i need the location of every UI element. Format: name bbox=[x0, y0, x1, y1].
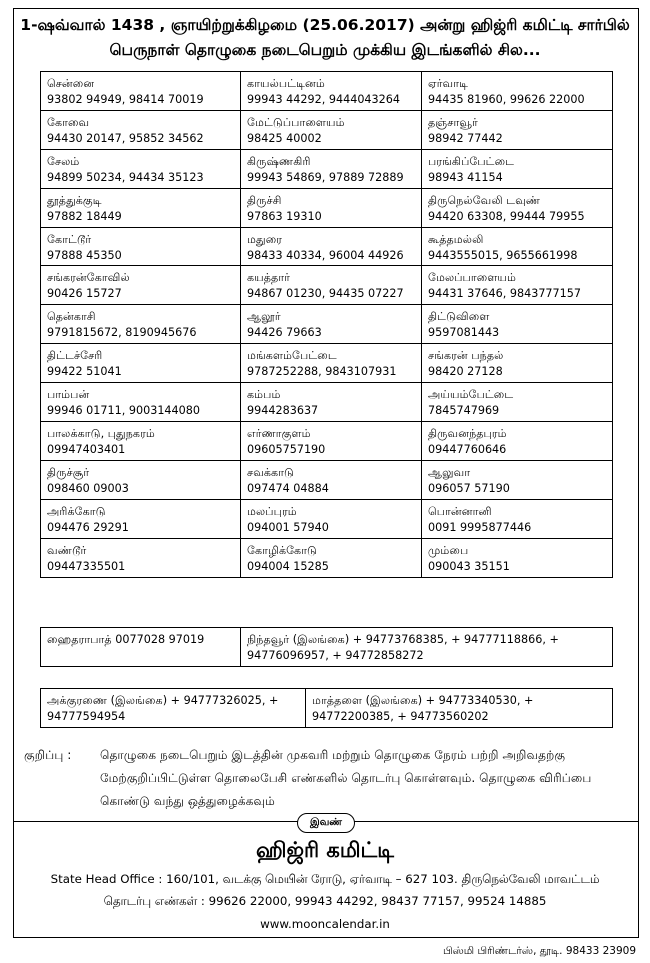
location-name: அய்யம்பேட்டை bbox=[428, 388, 514, 402]
location-cell bbox=[41, 266, 241, 305]
note-text-3: கொண்டு வந்து ஒத்துழைக்கவும் bbox=[100, 794, 275, 808]
location-cell bbox=[422, 422, 613, 461]
location-name: மலப்புரம் bbox=[247, 504, 297, 518]
location-name: சென்னை bbox=[47, 77, 95, 90]
location-cell bbox=[41, 149, 241, 188]
ivan-seal: இவண் bbox=[297, 813, 355, 833]
location-name: தென்காசி bbox=[47, 310, 96, 324]
location-cell bbox=[306, 689, 613, 728]
location-phone: 94867 01230, 94435 07227 bbox=[247, 287, 404, 301]
table-row bbox=[41, 227, 613, 266]
location-cell bbox=[422, 460, 613, 499]
head-office-address: State Head Office : 160/101, வடக்கு மெயின் ரோடு, ஏர்வாடி – 627 103. திருநெல்வேலி மாவட்டம் bbox=[50, 872, 600, 886]
location-cell bbox=[41, 344, 241, 383]
organization-name: ஹிஜ்ரி கமிட்டி bbox=[256, 838, 394, 862]
location-phone: 94899 50234, 94434 35123 bbox=[47, 170, 204, 184]
location-cell bbox=[241, 72, 422, 111]
location-name: கோவை bbox=[47, 115, 90, 129]
location-name: கோழிக்கோடு bbox=[247, 543, 318, 557]
location-phone: 98433 40334, 96004 44926 bbox=[247, 248, 404, 262]
location-phone: 94435 81960, 99626 22000 bbox=[428, 93, 585, 106]
location-cell bbox=[241, 344, 422, 383]
location-cell bbox=[241, 383, 422, 422]
location-cell bbox=[41, 460, 241, 499]
location-name: பாலக்காடு, புதுநகரம் bbox=[47, 427, 155, 441]
location-phone: 098460 09003 bbox=[47, 481, 129, 495]
location-phone: 094476 29291 bbox=[47, 520, 129, 534]
location-name: மும்பை bbox=[428, 543, 469, 557]
location-name: தஞ்சாவூர் bbox=[428, 115, 478, 129]
location-name: சங்கரன் பந்தல் bbox=[428, 349, 504, 363]
location-phone: 94420 63308, 99444 79955 bbox=[428, 209, 585, 223]
location-cell bbox=[422, 344, 613, 383]
location-phone: 94431 37646, 9843777157 bbox=[428, 287, 582, 301]
location-name: திட்டுவிளை bbox=[428, 310, 490, 324]
locations-table-srilanka-row bbox=[40, 688, 613, 728]
location-name: மாத்தளை (இலங்கை) bbox=[312, 694, 423, 707]
table-row bbox=[41, 266, 613, 305]
location-name: அரிக்கோடு bbox=[47, 504, 106, 518]
note-line-1 bbox=[24, 744, 630, 767]
table-row bbox=[41, 460, 613, 499]
location-name: ஏர்வாடி bbox=[428, 77, 469, 90]
location-phone: 93802 94949, 98414 70019 bbox=[47, 93, 204, 106]
location-cell bbox=[422, 305, 613, 344]
location-phone: 97888 45350 bbox=[47, 248, 122, 262]
location-phone: 090043 35151 bbox=[428, 559, 510, 573]
location-phone: + 94777326025, + 94777594954 bbox=[47, 694, 279, 723]
table-row bbox=[41, 628, 613, 667]
location-cell bbox=[41, 499, 241, 538]
location-phone: 99943 44292, 9444043264 bbox=[247, 93, 401, 106]
note-text-1: தொழுகை நடைபெறும் இடத்தின் முகவரி மற்றும் தொழுகை நேரம் பற்றி அறிவதற்கு bbox=[100, 748, 566, 762]
location-phone: 94430 20147, 95852 34562 bbox=[47, 131, 204, 145]
header-line-2: பெருநாள் தொழுகை நடைபெறும் முக்கிய இடங்களில் சில... bbox=[109, 41, 541, 59]
location-name: வண்டூர் bbox=[47, 543, 87, 557]
location-cell bbox=[241, 188, 422, 227]
location-cell bbox=[41, 110, 241, 149]
location-name: அக்குரணை (இலங்கை) bbox=[47, 694, 168, 707]
location-name: சவக்காடு bbox=[247, 465, 295, 479]
location-name: திருச்சி bbox=[247, 193, 282, 207]
location-name: திருநெல்வேலி டவுண் bbox=[428, 193, 541, 207]
table-row bbox=[41, 422, 613, 461]
location-cell bbox=[241, 149, 422, 188]
note-label: குறிப்பு : bbox=[24, 748, 72, 762]
location-phone: 97863 19310 bbox=[247, 209, 322, 223]
location-cell bbox=[41, 538, 241, 577]
location-cell bbox=[422, 188, 613, 227]
location-phone: 7845747969 bbox=[428, 404, 500, 418]
location-phone: 9443555015, 9655661998 bbox=[428, 248, 578, 262]
location-cell bbox=[41, 628, 241, 667]
header-line-1: 1-ஷவ்வால் 1438 , ஞாயிற்றுக்கிழமை (25.06.2017) அன்று ஹிஜ்ரி கமிட்டி சார்பில் bbox=[20, 16, 630, 34]
location-cell bbox=[41, 305, 241, 344]
location-cell bbox=[241, 110, 422, 149]
location-cell bbox=[422, 72, 613, 111]
location-phone: 99946 01711, 9003144080 bbox=[47, 404, 201, 418]
location-cell bbox=[41, 422, 241, 461]
table-row bbox=[41, 499, 613, 538]
location-cell bbox=[41, 227, 241, 266]
table-row bbox=[41, 383, 613, 422]
contact-numbers: தொடர்பு எண்கள் : 99626 22000, 99943 44292, 98437 77157, 99524 14885 bbox=[103, 894, 547, 908]
location-name: ஆலுவா bbox=[428, 465, 471, 479]
location-name: மேலப்பாளையம் bbox=[428, 271, 517, 285]
location-phone: + 94773768385, + 94777118866, + 94776096957, + 94772858272 bbox=[247, 633, 559, 662]
location-cell bbox=[241, 422, 422, 461]
location-name: ஹைதராபாத் bbox=[47, 633, 112, 646]
location-name: பொன்னானி bbox=[428, 504, 492, 518]
location-name: காயல்பட்டினம் bbox=[247, 77, 325, 90]
location-phone: 9787252288, 9843107931 bbox=[247, 365, 397, 379]
location-phone: 97882 18449 bbox=[47, 209, 122, 223]
location-cell bbox=[241, 460, 422, 499]
location-cell bbox=[41, 72, 241, 111]
location-cell bbox=[241, 538, 422, 577]
location-name: கோட்டூர் bbox=[47, 232, 92, 246]
location-name: மேட்டுப்பாளையம் bbox=[247, 115, 345, 129]
location-name: கயத்தார் bbox=[247, 271, 291, 285]
location-phone: 09947403401 bbox=[47, 443, 126, 457]
location-name: மதுரை bbox=[247, 232, 283, 246]
table-row bbox=[41, 344, 613, 383]
location-name: எர்ணாகுளம் bbox=[247, 427, 311, 441]
table-row bbox=[41, 305, 613, 344]
location-cell bbox=[241, 499, 422, 538]
location-cell bbox=[422, 110, 613, 149]
location-phone: 98942 77442 bbox=[428, 131, 503, 145]
table-row bbox=[41, 538, 613, 577]
location-phone: 90426 15727 bbox=[47, 287, 122, 301]
location-phone: 9597081443 bbox=[428, 326, 500, 340]
location-phone: 99422 51041 bbox=[47, 365, 122, 379]
location-phone: 094001 57940 bbox=[247, 520, 329, 534]
location-phone: 0077028 97019 bbox=[115, 633, 205, 646]
location-name: கிருஷ்ணகிரி bbox=[247, 154, 311, 168]
location-name: சேலம் bbox=[47, 154, 80, 168]
location-phone: 09447335501 bbox=[47, 559, 126, 573]
location-cell bbox=[41, 383, 241, 422]
location-cell bbox=[241, 227, 422, 266]
location-name: மங்களம்பேட்டை bbox=[247, 349, 337, 363]
locations-table-hyderabad-row bbox=[40, 627, 613, 667]
location-cell bbox=[241, 628, 613, 667]
location-name: பரங்கிப்பேட்டை bbox=[428, 154, 515, 168]
location-cell bbox=[422, 383, 613, 422]
location-name: பாம்பன் bbox=[47, 388, 90, 402]
location-name: தூத்துக்குடி bbox=[47, 193, 102, 207]
location-phone: 9944283637 bbox=[247, 404, 319, 418]
location-cell bbox=[422, 266, 613, 305]
table-row bbox=[41, 188, 613, 227]
location-phone: 0091 9995877446 bbox=[428, 520, 532, 534]
location-name: கூத்தமல்லி bbox=[428, 232, 484, 246]
location-name: திட்டச்சேரி bbox=[47, 349, 103, 363]
location-phone: 09605757190 bbox=[247, 443, 326, 457]
location-name: நிந்தவூர் (இலங்கை) bbox=[247, 633, 350, 646]
location-cell bbox=[41, 188, 241, 227]
location-phone: 99943 54869, 97889 72889 bbox=[247, 170, 404, 184]
location-phone: 097474 04884 bbox=[247, 481, 329, 495]
location-cell bbox=[241, 266, 422, 305]
table-row bbox=[41, 149, 613, 188]
location-phone: 98943 41154 bbox=[428, 170, 503, 184]
location-phone: 98425 40002 bbox=[247, 131, 322, 145]
location-name: திருச்சூர் bbox=[47, 465, 90, 479]
location-phone: 094004 15285 bbox=[247, 559, 329, 573]
location-phone: 09447760646 bbox=[428, 443, 507, 457]
location-name: சங்கரன்கோவில் bbox=[47, 271, 130, 285]
note-text-2: மேற்குறிப்பிட்டுள்ள தொலைபேசி எண்களில் தொடர்பு கொள்ளவும். தொழுகை விரிப்பை bbox=[100, 771, 592, 785]
table-row bbox=[41, 110, 613, 149]
location-cell bbox=[241, 305, 422, 344]
location-cell bbox=[422, 227, 613, 266]
location-name: திருவனந்தபுரம் bbox=[428, 427, 507, 441]
location-cell bbox=[422, 149, 613, 188]
table-row bbox=[41, 689, 613, 728]
note-block bbox=[24, 744, 630, 813]
location-name: ஆலூர் bbox=[247, 310, 281, 324]
printer-credit: பிஸ்மி பிரிண்டர்ஸ், தூடி. 98433 23909 bbox=[442, 945, 636, 957]
location-name: கம்பம் bbox=[247, 388, 281, 402]
location-cell bbox=[422, 499, 613, 538]
location-phone: + 94773340530, + 94772200385, + 94773560202 bbox=[312, 694, 534, 723]
location-cell bbox=[41, 689, 306, 728]
location-phone: 096057 57190 bbox=[428, 481, 510, 495]
website-link[interactable]: www.mooncalendar.in bbox=[260, 917, 390, 931]
location-cell bbox=[422, 538, 613, 577]
table-row bbox=[41, 72, 613, 111]
location-phone: 98420 27128 bbox=[428, 365, 503, 379]
location-phone: 94426 79663 bbox=[247, 326, 322, 340]
locations-table bbox=[40, 71, 613, 578]
location-phone: 9791815672, 8190945676 bbox=[47, 326, 197, 340]
